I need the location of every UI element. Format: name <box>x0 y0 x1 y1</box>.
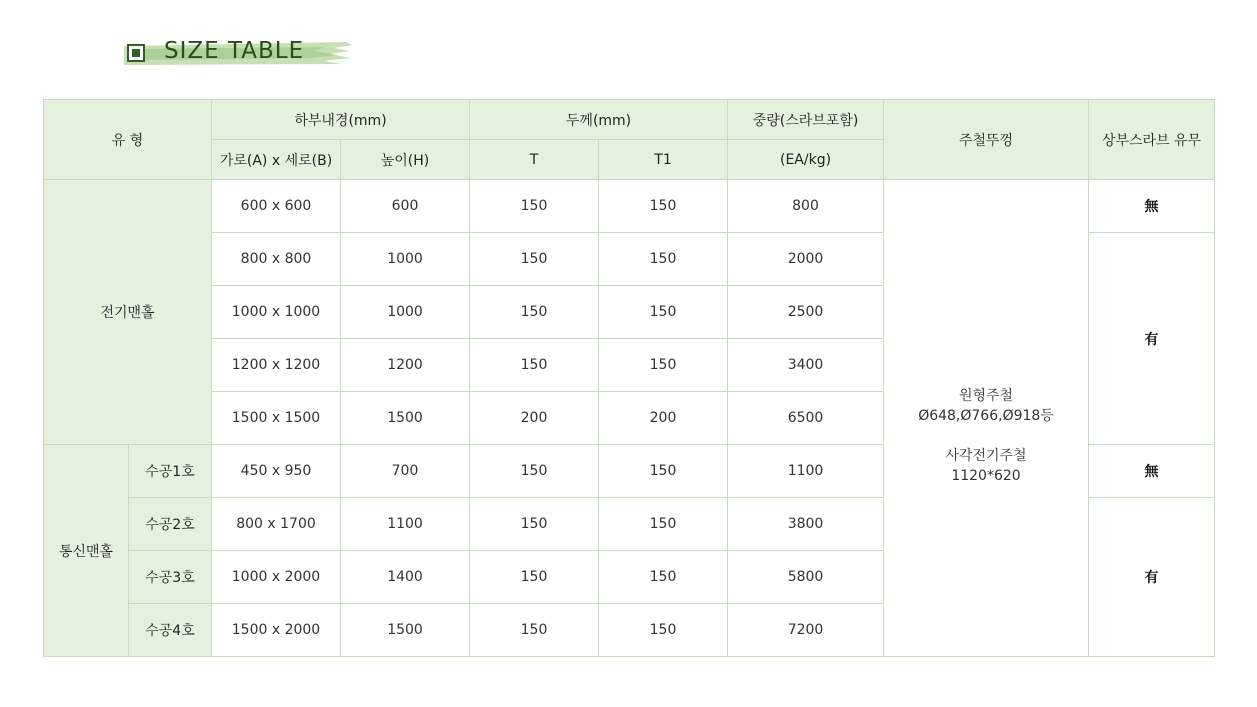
cell-weight: 6500 <box>728 392 884 445</box>
header-top-slab: 상부스라브 유무 <box>1089 100 1215 180</box>
cell-weight: 3400 <box>728 339 884 392</box>
cell-t1: 150 <box>599 604 728 657</box>
cell-weight: 2500 <box>728 286 884 339</box>
cell-subtype: 수공3호 <box>129 551 212 604</box>
header-t1: T1 <box>599 140 728 180</box>
cell-height: 1500 <box>341 604 470 657</box>
cover-note <box>884 180 1089 657</box>
cell-size: 800 x 1700 <box>212 498 341 551</box>
cell-t1: 150 <box>599 498 728 551</box>
cell-t: 150 <box>470 445 599 498</box>
cell-t: 150 <box>470 233 599 286</box>
header-width-length: 가로(A) x 세로(B) <box>212 140 341 180</box>
top-slab-none: 無 <box>1089 445 1215 498</box>
cell-height: 700 <box>341 445 470 498</box>
square-bullet-icon <box>127 44 145 62</box>
header-weight: 중량(스라브포함) <box>728 100 884 140</box>
cell-height: 1400 <box>341 551 470 604</box>
header-height: 높이(H) <box>341 140 470 180</box>
cell-subtype: 수공1호 <box>129 445 212 498</box>
cover-note-line2: Ø648,Ø766,Ø918등 <box>918 408 1054 424</box>
cell-size: 800 x 800 <box>212 233 341 286</box>
cell-t1: 150 <box>599 180 728 233</box>
cell-weight: 3800 <box>728 498 884 551</box>
cover-note-line1: 원형주철 <box>958 388 1014 404</box>
cell-size: 1500 x 1500 <box>212 392 341 445</box>
cover-note-line3: 사각전기주철 <box>945 448 1027 464</box>
top-slab-none: 無 <box>1089 180 1215 233</box>
size-table <box>43 99 1215 657</box>
top-slab-has: 有 <box>1089 233 1215 445</box>
header-cover: 주철뚜껑 <box>884 100 1089 180</box>
cell-subtype: 수공4호 <box>129 604 212 657</box>
cell-t: 150 <box>470 551 599 604</box>
top-slab-has: 有 <box>1089 498 1215 657</box>
cell-weight: 7200 <box>728 604 884 657</box>
header-inner-size: 하부내경(mm) <box>212 100 470 140</box>
cell-t: 150 <box>470 498 599 551</box>
cell-height: 1000 <box>341 286 470 339</box>
cell-t1: 150 <box>599 551 728 604</box>
page-title: SIZE TABLE <box>164 38 305 64</box>
cell-size: 1200 x 1200 <box>212 339 341 392</box>
header-type: 유 형 <box>44 100 212 180</box>
cell-weight: 1100 <box>728 445 884 498</box>
cell-weight: 800 <box>728 180 884 233</box>
cell-height: 600 <box>341 180 470 233</box>
header-row <box>44 100 1215 140</box>
cell-subtype: 수공2호 <box>129 498 212 551</box>
cell-t: 150 <box>470 604 599 657</box>
cell-t: 150 <box>470 180 599 233</box>
cover-note-line4: 1120*620 <box>951 468 1021 484</box>
cell-t1: 150 <box>599 445 728 498</box>
cell-weight: 2000 <box>728 233 884 286</box>
cell-t1: 150 <box>599 233 728 286</box>
header-t: T <box>470 140 599 180</box>
cell-t: 150 <box>470 286 599 339</box>
header-thickness: 두께(mm) <box>470 100 728 140</box>
table-row <box>44 180 1215 233</box>
cell-height: 1200 <box>341 339 470 392</box>
cell-t1: 150 <box>599 339 728 392</box>
cell-size: 600 x 600 <box>212 180 341 233</box>
group-electric-manhole: 전기맨홀 <box>44 180 212 445</box>
cell-t: 200 <box>470 392 599 445</box>
cell-size: 1500 x 2000 <box>212 604 341 657</box>
cell-t: 150 <box>470 339 599 392</box>
section-title <box>124 36 354 70</box>
cell-size: 450 x 950 <box>212 445 341 498</box>
cell-t1: 200 <box>599 392 728 445</box>
cell-height: 1100 <box>341 498 470 551</box>
cell-size: 1000 x 2000 <box>212 551 341 604</box>
cell-weight: 5800 <box>728 551 884 604</box>
cell-t1: 150 <box>599 286 728 339</box>
cell-height: 1500 <box>341 392 470 445</box>
cell-height: 1000 <box>341 233 470 286</box>
cell-size: 1000 x 1000 <box>212 286 341 339</box>
header-weight-unit: (EA/kg) <box>728 140 884 180</box>
group-comm-manhole: 통신맨홀 <box>44 445 129 657</box>
